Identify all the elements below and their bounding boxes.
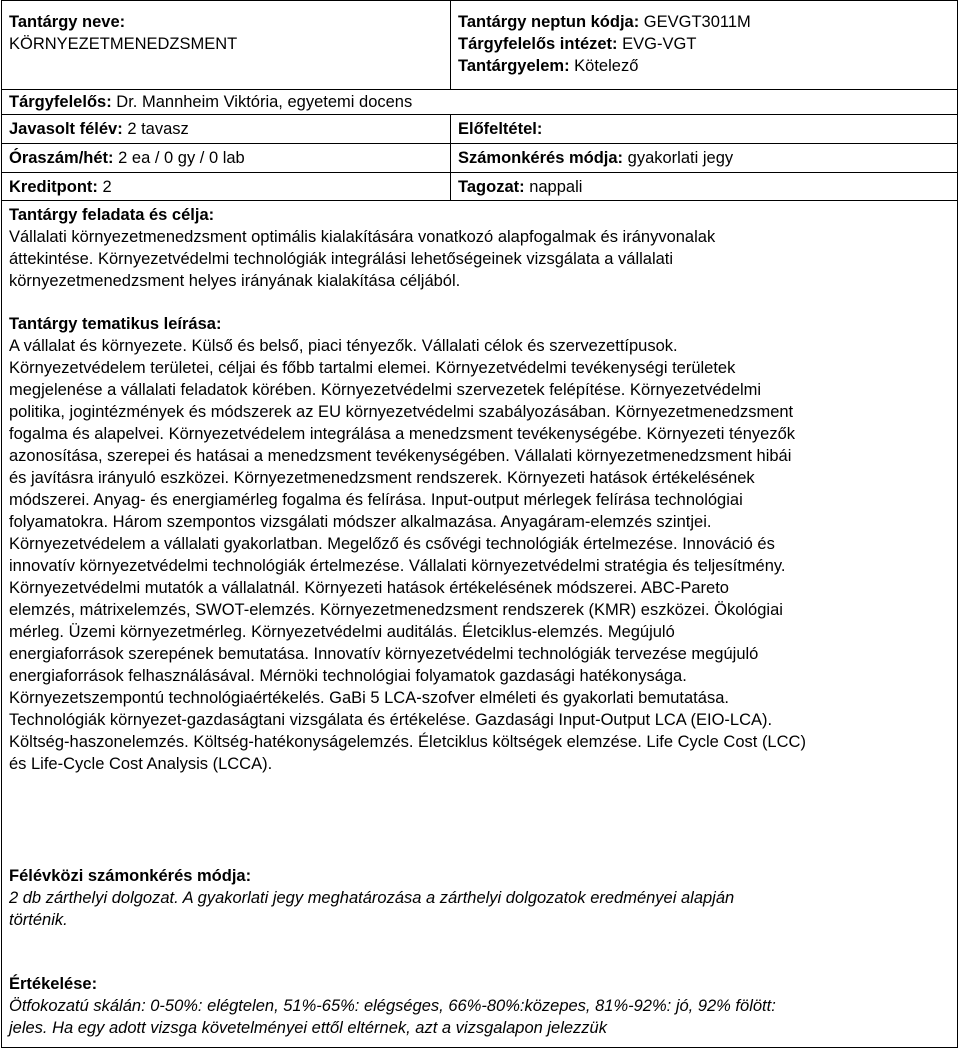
aim-line: Vállalati környezetmenedzsment optimális kialakítására vonatkozó alapfogalmak és irányvonalak (9, 228, 716, 246)
responsible-cell (2, 90, 957, 114)
subject-name-label: Tantárgy neve: (9, 13, 126, 31)
subject-name-cell (2, 1, 450, 89)
exam: gyakorlati jegy (627, 149, 734, 167)
hours-cell (2, 144, 450, 172)
neptun-code-line (458, 11, 957, 33)
grading-section (2, 973, 957, 1039)
exam-cell (450, 144, 957, 172)
topics-line: mérleg. Üzemi környezetmérleg. Környezetvédelmi auditálás. Életciklus-elemzés. Megújuló (9, 623, 675, 641)
responsible-label: Tárgyfelelős: (9, 93, 112, 111)
aim-line: környezetmenedzsment helyes irányának kialakítása céljából. (9, 272, 461, 290)
topics-line: és Life-Cycle Cost Analysis (LCCA). (9, 755, 273, 773)
credit-row (2, 173, 957, 201)
grading-line: Ötfokozatú skálán: 0-50%: elégtelen, 51%-65%: elégséges, 66%-80%:közepes, 81%-92%: jó, 92% fölött: (9, 997, 776, 1015)
element-line (458, 55, 957, 77)
responsible-value: Dr. Mannheim Viktória, egyetemi docens (116, 93, 413, 111)
institute-label: Tárgyfelelős intézet: (458, 35, 618, 53)
semester: 2 tavasz (127, 120, 189, 138)
topics-line: energiaforrások felhasználásával. Mérnöki technológiai folyamatok gazdasági hatékonysága. (9, 667, 687, 685)
neptun-code-label: Tantárgy neptun kódja: (458, 13, 640, 31)
semester-label: Javasolt félév: (9, 120, 123, 138)
credit-cell (2, 173, 450, 200)
prereq-label: Előfeltétel: (458, 120, 543, 138)
topics-line: fogalma és alapelvei. Környezetvédelem integrálása a menedzsment tevékenységébe. Környezeti tényezők (9, 425, 796, 443)
aim-label: Tantárgy feladata és célja: (9, 206, 215, 224)
topics-line: folyamatokra. Három szempontos vizsgálati módszer alkalmazása. Anyagáram-elemzés szintjei. (9, 513, 712, 531)
exam-label: Számonkérés módja: (458, 149, 624, 167)
semester-cell (2, 115, 450, 143)
topics-line: Környezetvédelem területei, céljai és főbb tartalmi elemei. Környezetvédelmi tevékenységi területek (9, 359, 736, 377)
midterm-line: 2 db zárthelyi dolgozat. A gyakorlati jegy meghatározása a zárthelyi dolgozatok eredményei alapján (9, 889, 735, 907)
topics-line: Környezetvédelmi mutatók a vállalatnál. Környezeti hatások értékelésének módszerei. ABC-Pareto (9, 579, 729, 597)
topics-line: és javításra irányuló eszközei. Környezetmenedzsment rendszerek. Környezeti hatások értékelésének (9, 469, 755, 487)
topics-line: Környezetszempontú technológiaértékelés. GaBi 5 LCA-szofver elméleti és gyakorlati bemutatása. (9, 689, 729, 707)
course-sheet (1, 0, 958, 1048)
topics-line: politika, jogintézmények és módszerek az EU környezetvédelmi szabályozásában. Környezetmenedzsment (9, 403, 794, 421)
grading-label: Értékelése: (9, 975, 98, 993)
topics-section (2, 313, 957, 775)
credit: 2 (102, 178, 112, 196)
topics-line: A vállalat és környezete. Külső és belső, piaci tényezők. Vállalati célok és szervezettípusok. (9, 337, 678, 355)
topics-line: energiaforrások szerepének bemutatása. Innovatív környezetvédelmi technológiák tervezése megújuló (9, 645, 759, 663)
responsible-row (2, 90, 957, 115)
header-row (2, 1, 957, 90)
grading-line: jeles. Ha egy adott vizsga követelményei ettől eltérnek, azt a vizsgalapon jelezzük (9, 1019, 607, 1037)
topics-line: megjelenése a vállalati feladatok körében. Környezetvédelmi szervezetek felépítése. Környezetvédelmi (9, 381, 762, 399)
midterm-line: történik. (9, 911, 68, 929)
section-label: Tagozat: (458, 178, 525, 196)
element: Kötelező (574, 57, 639, 75)
section-cell (450, 173, 957, 200)
subject-name: KÖRNYEZETMENEDZSMENT (9, 35, 238, 53)
semester-row (2, 115, 957, 144)
midterm-label: Félévközi számonkérés módja: (9, 867, 252, 885)
institute: EVG-VGT (622, 35, 697, 53)
hours: 2 ea / 0 gy / 0 lab (118, 149, 245, 167)
aim-section (2, 204, 957, 292)
subject-codes-cell (450, 1, 957, 89)
aim-line: áttekintése. Környezetvédelmi technológiák integrálási lehetőségeinek vizsgálata a vállalati (9, 250, 674, 268)
institute-line (458, 33, 957, 55)
topics-line: azonosítása, szerepei és hatásai a menedzsment tevékenységében. Vállalati környezetmenedzsment hibái (9, 447, 792, 465)
midterm-section (2, 865, 957, 931)
credit-label: Kreditpont: (9, 178, 98, 196)
topics-line: Technológiák környezet-gazdaságtani vizsgálata és értékelése. Gazdasági Input-Output LCA (EIO-LCA). (9, 711, 773, 729)
topics-line: Környezetvédelem a vállalati gyakorlatban. Megelőző és csővégi technológiák értelmezése. Innováció és (9, 535, 775, 553)
element-label: Tantárgyelem: (458, 57, 570, 75)
topics-line: innovatív környezetvédelmi technológiák értelmezése. Vállalati környezetvédelmi stratégia és teljesítmény. (9, 557, 786, 575)
topics-line: elemzés, mátrixelemzés, SWOT-elemzés. Környezetmenedzsment rendszerek (KMR) eszközei. Ökológiai (9, 601, 783, 619)
hours-label: Óraszám/hét: (9, 149, 114, 167)
topics-label: Tantárgy tematikus leírása: (9, 315, 222, 333)
topics-line: Költség-haszonelemzés. Költség-hatékonyságelemzés. Életciklus költségek elemzése. Life Cycle Cost (LCC) (9, 733, 806, 751)
section: nappali (529, 178, 583, 196)
prereq-cell (450, 115, 957, 143)
neptun-code: GEVGT3011M (643, 13, 751, 31)
hours-row (2, 144, 957, 173)
topics-line: módszerei. Anyag- és energiamérleg fogalma és felírása. Input-output mérlegek felírása technológiai (9, 491, 743, 509)
